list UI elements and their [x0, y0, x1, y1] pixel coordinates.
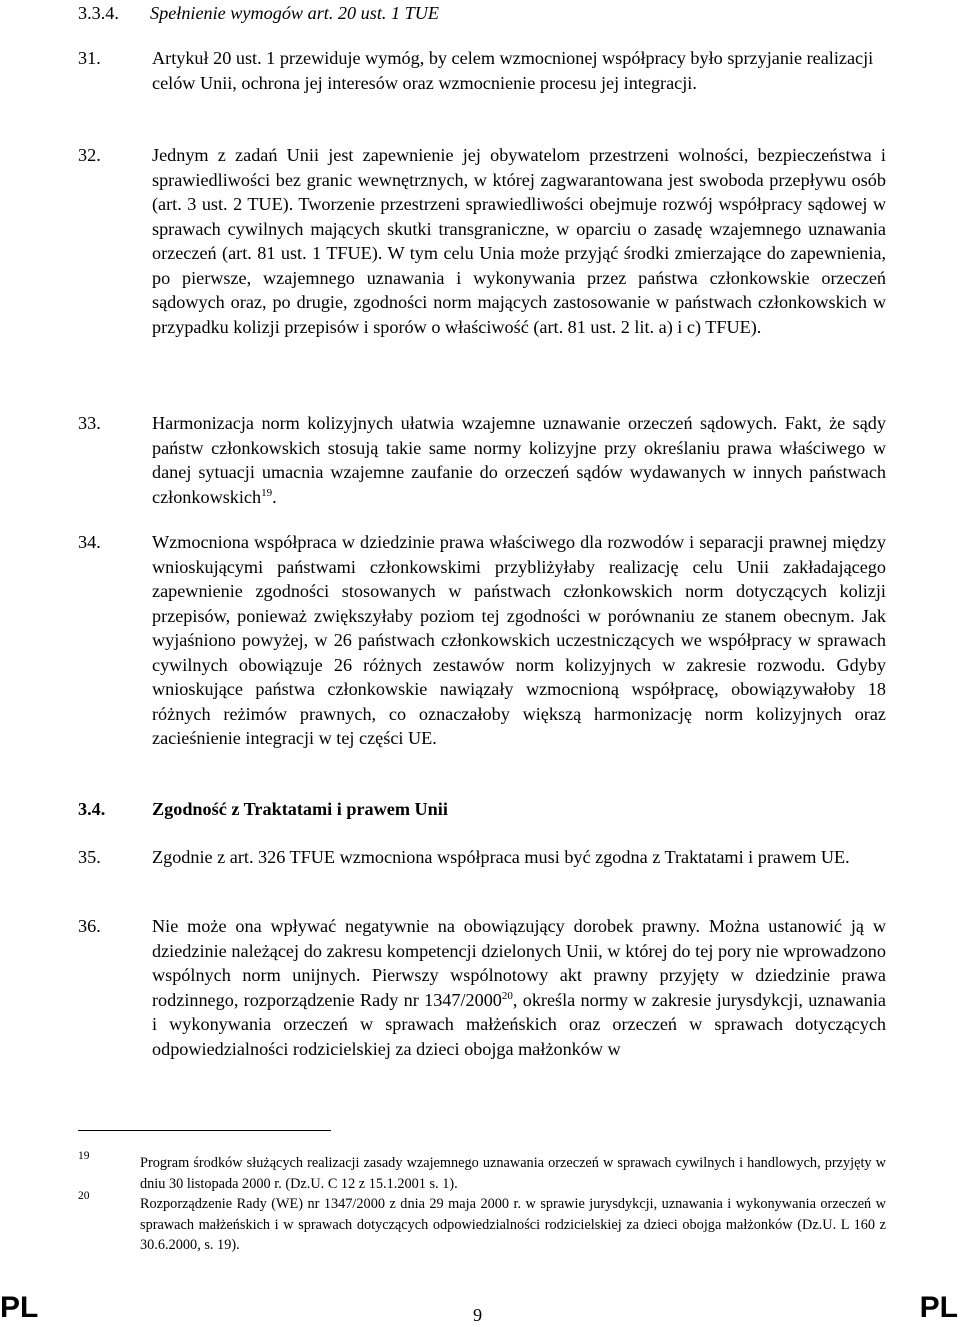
paragraph-text-body: Nie może ona wpływać negatywnie na obowiązujący dorobek prawny. Można ustanowić ją w dziedzinie należącej do zakresu kompetencji dzielonych Unii, w której do tej pory nie wprowadzono wspólnych norm unijnych. Pierwszy wspólnotowy akt prawny przyjęty w dziedzinie prawa rodzinnego, rozporządzenie Rady nr 1347/2000 — [152, 916, 886, 1010]
paragraph-number: 32. — [78, 145, 101, 165]
paragraph-text — [152, 411, 886, 509]
language-code-left: PL — [0, 1291, 39, 1324]
language-code-right: PL — [919, 1291, 958, 1324]
section-number: 3.3.4. — [78, 3, 119, 23]
paragraph-text — [152, 914, 886, 1061]
footnote-reference: 19 — [261, 486, 273, 499]
footnote-reference: 20 — [501, 989, 513, 1002]
page-number: 9 — [473, 1305, 483, 1325]
paragraph-text: Artykuł 20 ust. 1 przewiduje wymóg, by celem wzmocnionej współpracy było sprzyjanie realizacji celów Unii, ochrona jej interesów oraz wzmocnienie procesu jej integracji. — [152, 48, 874, 93]
footnote-text: Rozporządzenie Rady (WE) nr 1347/2000 z dnia 29 maja 2000 r. w sprawie jurysdykcji, uznawania i wykonywania orzeczeń w sprawach małżeńskich i w sprawach dotyczących odpowiedzialności rodzicielskiej za dzieci obojga małżonków (Dz.U. L 160 z 30.6.2000, s. 19). — [140, 1196, 886, 1253]
paragraph-number: 36. — [78, 916, 101, 936]
paragraph-text: Jednym z zadań Unii jest zapewnienie jej obywatelom przestrzeni wolności, bezpieczeństwa i sprawiedliwości bez granic wewnętrznych, w której zagwarantowana jest swoboda przepływu osób (art. 3 ust. 2 TUE). Tworzenie przestrzeni sprawiedliwości obejmuje rozwój współpracy sądowej w sprawach cywilnych mających skutki transgraniczne, w oparciu o zasadę wzajemnego uznawania orzeczeń (art. 81 ust. 1 TFUE). W tym celu Unia może przyjąć środki zmierzające do zapewnienia, po pierwsze, wzajemnego uznawania i wykonywania przez państwa członkowskie orzeczeń sądowych oraz, po drugie, zgodności norm mających zastosowanie w państwach członkowskich w przypadku kolizji przepisów i sporów o właściwość (art. 81 ust. 2 lit. a) i c) TFUE). — [152, 145, 886, 337]
paragraph-number: 31. — [78, 48, 101, 68]
paragraph-number: 33. — [78, 413, 101, 433]
section-title: Zgodność z Traktatami i prawem Unii — [152, 799, 448, 819]
paragraph-text-body: Harmonizacja norm kolizyjnych ułatwia wzajemne uznawanie orzeczeń sądowych. Fakt, że sądy państw członkowskich stosują takie same normy kolizyjne przy określaniu prawa właściwego w danej sytuacji umacnia wzajemne zaufanie do orzeczeń sądów wydawanych w innych państwach członkowskich — [152, 413, 886, 507]
footnote-number: 19 — [78, 1150, 90, 1162]
footnote-separator — [78, 1130, 331, 1131]
paragraph-number: 34. — [78, 532, 101, 552]
section-title: Spełnienie wymogów art. 20 ust. 1 TUE — [150, 3, 439, 23]
section-number: 3.4. — [78, 799, 106, 819]
section-heading — [78, 1, 439, 26]
paragraph-text: Zgodnie z art. 326 TFUE wzmocniona współpraca musi być zgodna z Traktatami i prawem UE. — [152, 847, 850, 867]
footnote-text: Program środków służących realizacji zasady wzajemnego uznawania orzeczeń w sprawach cywilnych i handlowych, przyjęty w dniu 30 listopada 2000 r. (Dz.U. C 12 z 15.1.2001 s. 1). — [140, 1155, 886, 1192]
paragraph-text-end: , określa normy w zakresie jurysdykcji, uznawania i wykonywania orzeczeń w sprawach małżeńskich oraz orzeczeń w sprawach dotyczących odpowiedzialności rodzicielskiej za dzieci obojga małżonków w — [152, 989, 886, 1059]
paragraph-text-end: . — [272, 486, 277, 507]
paragraph-number: 35. — [78, 847, 101, 867]
paragraph-text: Wzmocniona współpraca w dziedzinie prawa właściwego dla rozwodów i separacji prawnej między wnioskującymi państwami członkowskimi przybliżyłaby realizację celu Unii zakładającego zapewnienie zgodności stosowanych w państwach członkowskich norm dotyczących kolizji przepisów, ponieważ zwiększyłaby poziom tej zgodności w porównaniu ze stanem obecnym. Jak wyjaśniono powyżej, w 26 państwach członkowskich uczestniczących we współpracy w sprawach cywilnych obowiązuje 26 różnych zestawów norm kolizyjnych w zakresie rozwodu. Gdyby wnioskujące państwa członkowskie nawiązały wzmocnioną współpracę, obowiązywałoby 18 różnych reżimów prawnych, co oznaczałoby większą harmonizację norm kolizyjnych oraz zacieśnienie integracji w tej części UE. — [152, 532, 886, 748]
footnote-number: 20 — [78, 1190, 90, 1202]
